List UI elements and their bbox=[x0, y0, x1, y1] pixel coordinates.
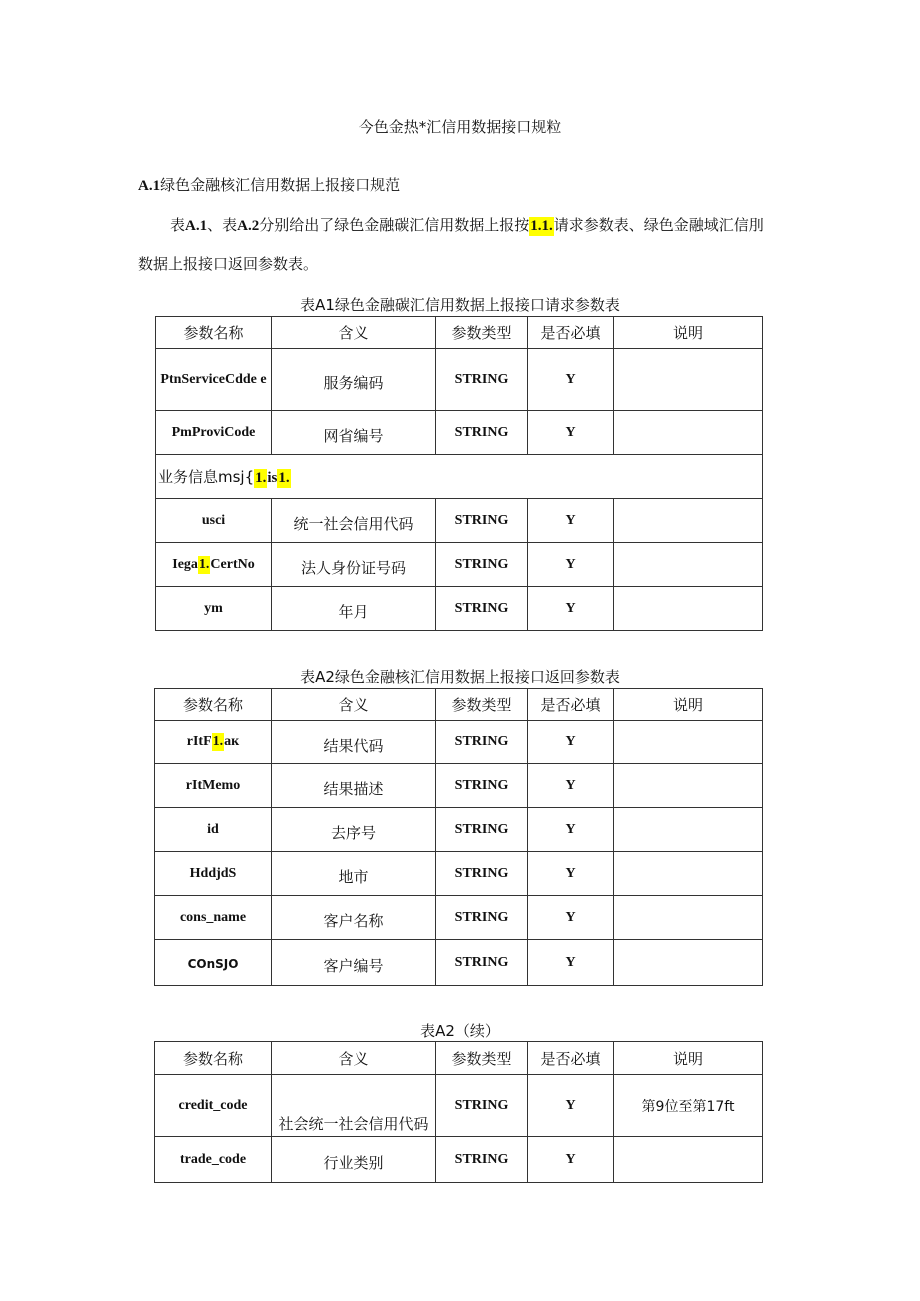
header-cell: 说明 bbox=[614, 317, 763, 349]
type-cell: STRING bbox=[436, 852, 528, 896]
meaning-cell: 服务编码 bbox=[272, 349, 436, 411]
highlight-mark: 1. bbox=[255, 470, 267, 486]
table-row bbox=[155, 852, 763, 896]
type-cell: STRING bbox=[436, 721, 528, 764]
type-cell: STRING bbox=[436, 808, 528, 852]
type-cell: STRING bbox=[436, 940, 528, 986]
table-row bbox=[155, 808, 763, 852]
table2-caption: 表A2绿色金融核汇信用数据上报接口返回参数表 bbox=[300, 668, 620, 686]
meaning-cell: 行业类别 bbox=[272, 1137, 436, 1183]
param-name: aк bbox=[224, 734, 240, 749]
para-ref: A.1 bbox=[185, 218, 208, 234]
header-cell: 含义 bbox=[272, 317, 436, 349]
note-cell bbox=[614, 764, 763, 808]
type-cell: STRING bbox=[436, 896, 528, 940]
note-cell bbox=[614, 587, 763, 631]
para-text: 、表 bbox=[207, 216, 238, 234]
type-cell: STRING bbox=[436, 764, 528, 808]
required-cell: Y bbox=[528, 852, 614, 896]
required-cell: Y bbox=[528, 499, 614, 543]
table-header-row bbox=[155, 689, 763, 721]
highlight-mark: 1. bbox=[198, 556, 210, 572]
param-name-cell: credit_code bbox=[155, 1075, 272, 1137]
section-title: 绿色金融核汇信用数据上报接口规范 bbox=[160, 176, 401, 194]
para-text: 表 bbox=[170, 216, 186, 234]
table-row bbox=[155, 764, 763, 808]
highlight-mark: 1.1. bbox=[530, 218, 553, 234]
type-cell: STRING bbox=[436, 1137, 528, 1183]
section-number: A.1 bbox=[138, 178, 161, 194]
note-cell bbox=[614, 940, 763, 986]
table-row bbox=[156, 411, 763, 455]
meaning-cell: 地市 bbox=[272, 852, 436, 896]
required-cell: Y bbox=[528, 764, 614, 808]
required-cell: Y bbox=[528, 349, 614, 411]
header-cell: 参数名称 bbox=[155, 689, 272, 721]
required-cell: Y bbox=[528, 1137, 614, 1183]
table-header-row bbox=[155, 1042, 763, 1075]
type-cell: STRING bbox=[436, 543, 528, 587]
note-cell bbox=[614, 543, 763, 587]
param-name-cell bbox=[155, 940, 272, 986]
header-cell: 参数类型 bbox=[436, 1042, 528, 1075]
paragraph-line-2: 数据上报接口返回参数表。 bbox=[138, 255, 319, 273]
note-cell bbox=[614, 349, 763, 411]
param-name-cell: PmProviCode bbox=[156, 411, 272, 455]
highlight-mark: 1. bbox=[212, 734, 224, 749]
type-cell: STRING bbox=[436, 349, 528, 411]
param-name: rItF bbox=[186, 734, 212, 749]
table3-caption: 表A2（续） bbox=[420, 1022, 500, 1040]
table2 bbox=[154, 688, 763, 986]
note-cell bbox=[614, 499, 763, 543]
table-row bbox=[155, 721, 763, 764]
param-name-cell: cons_name bbox=[155, 896, 272, 940]
required-cell: Y bbox=[528, 721, 614, 764]
param-name-cell: usci bbox=[156, 499, 272, 543]
param-name-cell: ym bbox=[156, 587, 272, 631]
para-text: 分别给出了绿色金融碳汇信用数据上报按 bbox=[259, 216, 530, 234]
param-name: COnSJO bbox=[187, 956, 239, 971]
header-cell: 参数类型 bbox=[436, 317, 528, 349]
meaning-cell: 客户编号 bbox=[272, 940, 436, 986]
note-cell bbox=[614, 721, 763, 764]
param-name: Iega bbox=[172, 556, 198, 572]
header-cell: 含义 bbox=[272, 689, 436, 721]
meaning-cell: 去序号 bbox=[272, 808, 436, 852]
highlight-mark: 1. bbox=[278, 470, 290, 486]
table3 bbox=[154, 1041, 763, 1183]
header-cell: 含义 bbox=[272, 1042, 436, 1075]
section-heading bbox=[138, 174, 400, 195]
required-cell: Y bbox=[528, 543, 614, 587]
table-row bbox=[156, 543, 763, 587]
group-label bbox=[156, 455, 763, 499]
group-text: is bbox=[267, 470, 278, 486]
table-row bbox=[156, 587, 763, 631]
param-name-cell: id bbox=[155, 808, 272, 852]
note-cell bbox=[614, 852, 763, 896]
type-cell: STRING bbox=[436, 499, 528, 543]
param-name-cell bbox=[156, 349, 272, 411]
param-name: CertNo bbox=[210, 556, 255, 572]
header-cell: 说明 bbox=[614, 689, 763, 721]
header-cell: 是否必填 bbox=[528, 317, 614, 349]
required-cell: Y bbox=[528, 411, 614, 455]
table1-caption: 表A1绿色金融碳汇信用数据上报接口请求参数表 bbox=[300, 296, 620, 314]
meaning-cell: 社会统一社会信用代码 bbox=[272, 1075, 436, 1137]
required-cell: Y bbox=[528, 896, 614, 940]
table-row bbox=[155, 896, 763, 940]
table1 bbox=[155, 316, 763, 631]
table-header-row bbox=[156, 317, 763, 349]
group-row bbox=[156, 455, 763, 499]
group-text: 业务信息msj{ bbox=[158, 468, 255, 486]
type-cell: STRING bbox=[436, 1075, 528, 1137]
param-name-cell: trade_code bbox=[155, 1137, 272, 1183]
header-cell: 参数类型 bbox=[436, 689, 528, 721]
header-cell: 是否必填 bbox=[528, 1042, 614, 1075]
note-cell: 第9位至第17ft bbox=[614, 1075, 763, 1137]
table-row bbox=[155, 940, 763, 986]
document-title: 今色金热*汇信用数据接口规粒 bbox=[358, 118, 562, 136]
required-cell: Y bbox=[528, 940, 614, 986]
header-cell: 是否必填 bbox=[528, 689, 614, 721]
para-text: 请求参数表、绿色金融域汇信刖 bbox=[553, 216, 764, 234]
table-row bbox=[155, 1075, 763, 1137]
table-row bbox=[156, 499, 763, 543]
header-cell: 说明 bbox=[614, 1042, 763, 1075]
param-name: PtnServiceCdde e bbox=[160, 371, 267, 387]
param-name-cell bbox=[156, 543, 272, 587]
header-cell: 参数名称 bbox=[155, 1042, 272, 1075]
required-cell: Y bbox=[528, 587, 614, 631]
param-name-cell bbox=[155, 721, 272, 764]
meaning-cell: 结果代码 bbox=[272, 721, 436, 764]
note-cell bbox=[614, 808, 763, 852]
meaning-cell: 网省编号 bbox=[272, 411, 436, 455]
note-cell bbox=[614, 411, 763, 455]
meaning-cell: 结果描述 bbox=[272, 764, 436, 808]
table-row bbox=[155, 1137, 763, 1183]
param-name-cell: HddjdS bbox=[155, 852, 272, 896]
required-cell: Y bbox=[528, 1075, 614, 1137]
para-ref: A.2 bbox=[237, 218, 260, 234]
note-cell bbox=[614, 1137, 763, 1183]
paragraph-line-1 bbox=[170, 214, 764, 235]
param-name-cell: rItMemo bbox=[155, 764, 272, 808]
meaning-cell: 客户名称 bbox=[272, 896, 436, 940]
meaning-cell: 统一社会信用代码 bbox=[272, 499, 436, 543]
header-cell: 参数名称 bbox=[156, 317, 272, 349]
required-cell: Y bbox=[528, 808, 614, 852]
meaning-cell: 年月 bbox=[272, 587, 436, 631]
type-cell: STRING bbox=[436, 411, 528, 455]
meaning-cell: 法人身份证号码 bbox=[272, 543, 436, 587]
type-cell: STRING bbox=[436, 587, 528, 631]
table-row bbox=[156, 349, 763, 411]
note-cell bbox=[614, 896, 763, 940]
